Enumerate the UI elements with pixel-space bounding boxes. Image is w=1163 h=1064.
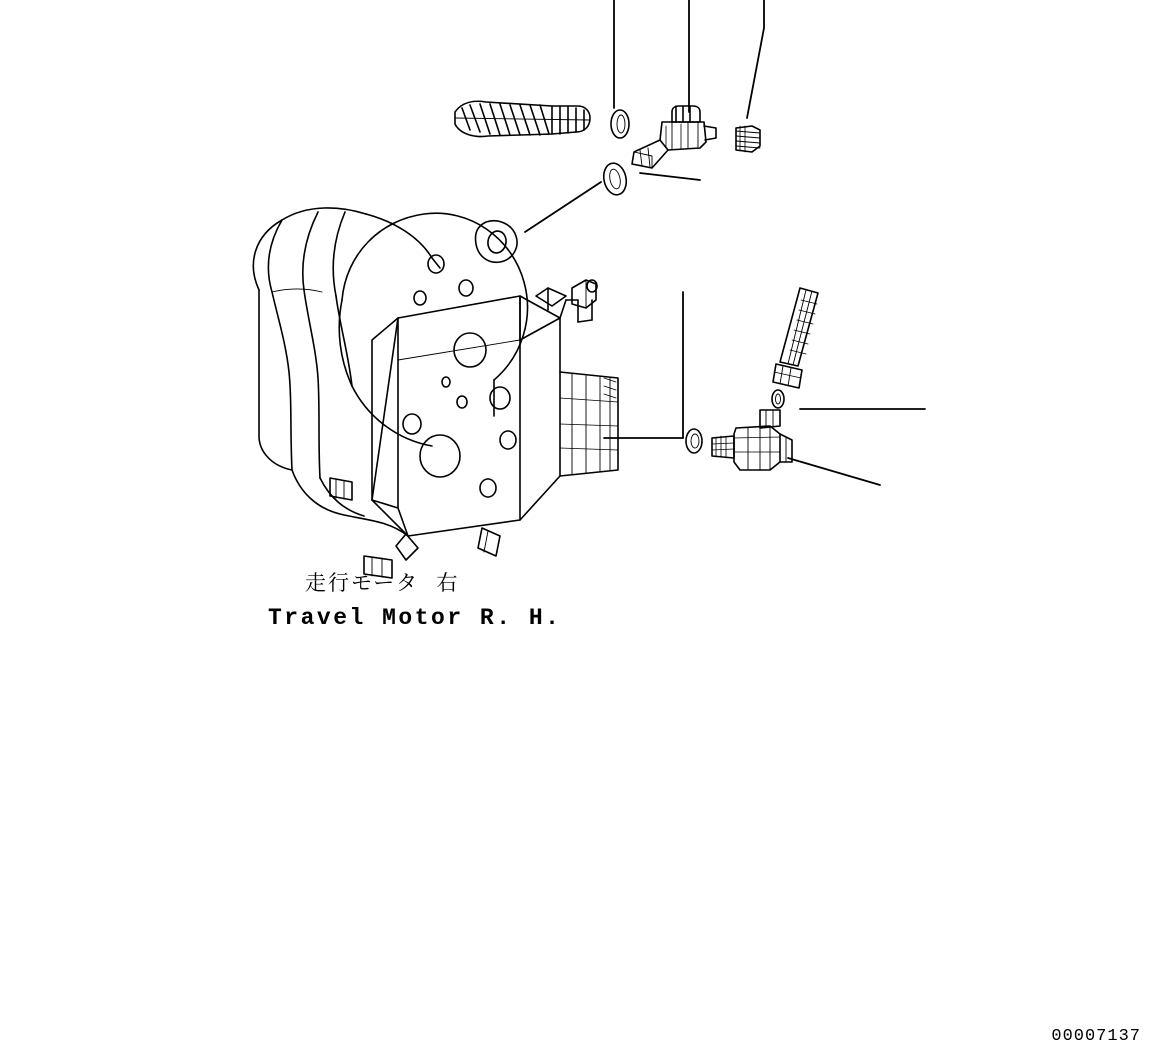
leader-line-6: [788, 409, 925, 485]
part-elbow-fitting-lower: [712, 410, 792, 470]
caption-english: Travel Motor R. H.: [268, 605, 562, 631]
part-tube-assembly: [773, 288, 818, 388]
part-plug-screw: [736, 126, 760, 152]
part-o-ring-lower: [686, 429, 702, 453]
leader-line-5: [604, 292, 683, 438]
part-o-ring-small: [772, 390, 784, 408]
caption-japanese: 走行モータ 右: [305, 571, 460, 595]
part-travel-motor-assembly: [253, 208, 618, 578]
leader-line-3: [747, 0, 764, 118]
part-elbow-fitting-upper: [632, 106, 716, 168]
part-o-ring-mid: [601, 161, 629, 197]
figure-code: 00007137: [1051, 1027, 1141, 1046]
part-hose-assembly: [455, 101, 590, 136]
leader-line-4: [525, 173, 700, 232]
part-o-ring-upper: [611, 110, 629, 138]
